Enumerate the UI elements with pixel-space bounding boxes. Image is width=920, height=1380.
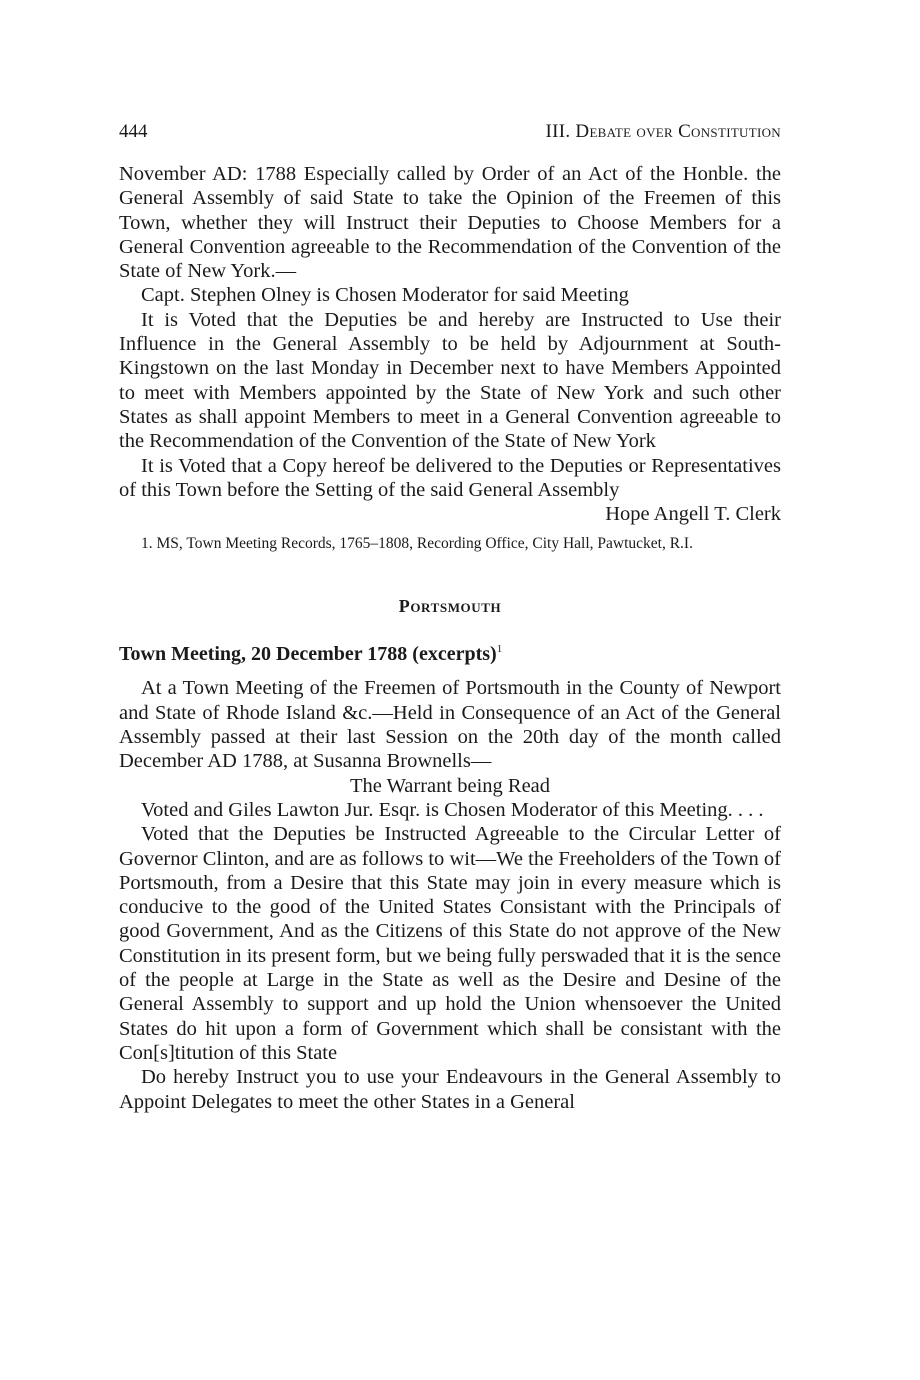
- paragraph-moderator: Capt. Stephen Olney is Chosen Moderator for said Meeting: [141, 284, 629, 307]
- paragraph-vote-deputies: It is Voted that the Deputies be and hereby are Instructed to Use their Influence in the General Assembly to be held by Adjournment at South-Kingstown on the last Monday in December next to have Members Appointed to meet with Members appointed by the State of New York and such other States as shall appoint Members to meet in a General Convention agreeable to the Recommendation of the Convention of the State of New York: [119, 308, 781, 453]
- document-heading-text: Town Meeting, 20 December 1788 (excerpts): [119, 643, 497, 666]
- paragraph-endeavours: Do hereby Instruct you to use your Endeavours in the General Assembly to Appoint Delegates to meet the other States in a General: [119, 1066, 781, 1113]
- running-head-title: III. Debate over Constitution: [545, 121, 781, 142]
- section-title: Portsmouth: [398, 596, 502, 617]
- paragraph-moderator-lawton: Voted and Giles Lawton Jur. Esqr. is Chosen Moderator of this Meeting. . . .: [141, 798, 764, 821]
- paragraph-instructions: Voted that the Deputies be Instructed Agreeable to the Circular Letter of Governor Clinton, and are as follows to wit—We the Freeholders of the Town of Portsmouth, from a Desire that this State may join in every measure which is conducive to the good of the United States Consistant with the Principals of good Government, And as the Citizens of this State do not approve of the New Constitution in its present form, but we being fully perswaded that it is the sence of the people at Large in the State as well as the Desire and Desine of the General Assembly to support and up hold the Union whensoever the United States do hit upon a form of Government which shall be consistant with the Con[s]titution of this State: [119, 823, 781, 1064]
- book-page: [119, 120, 781, 1114]
- running-head: [119, 120, 781, 144]
- paragraph-town-meeting: At a Town Meeting of the Freemen of Portsmouth in the County of Newport and State of Rhode Island &c.—Held in Consequence of an Act of the General Assembly passed at their last Session on the 20th day of the month called December AD 1788, at Susanna Brownells—: [119, 677, 781, 773]
- paragraph-vote-copy: It is Voted that a Copy hereof be delivered to the Deputies or Representatives of this Town before the Setting of the said General Assembly: [119, 454, 781, 501]
- document-heading: [119, 637, 781, 666]
- footnote: 1. MS, Town Meeting Records, 1765–1808, Recording Office, City Hall, Pawtucket, R.I.: [141, 535, 693, 553]
- paragraph-opening: November AD: 1788 Especially called by Order of an Act of the Honble. the General Assembly of said State to take the Opinion of the Freemen of this Town, whether they will Instruct their Deputies to Choose Members for a General Convention agreeable to the Recommendation of the Convention of the State of New York.—: [119, 163, 781, 283]
- footnote-marker: 1: [496, 643, 503, 656]
- page-number: 444: [119, 121, 148, 142]
- warrant-line: The Warrant being Read: [349, 774, 551, 797]
- clerk-signature: Hope Angell T. Clerk: [605, 503, 781, 526]
